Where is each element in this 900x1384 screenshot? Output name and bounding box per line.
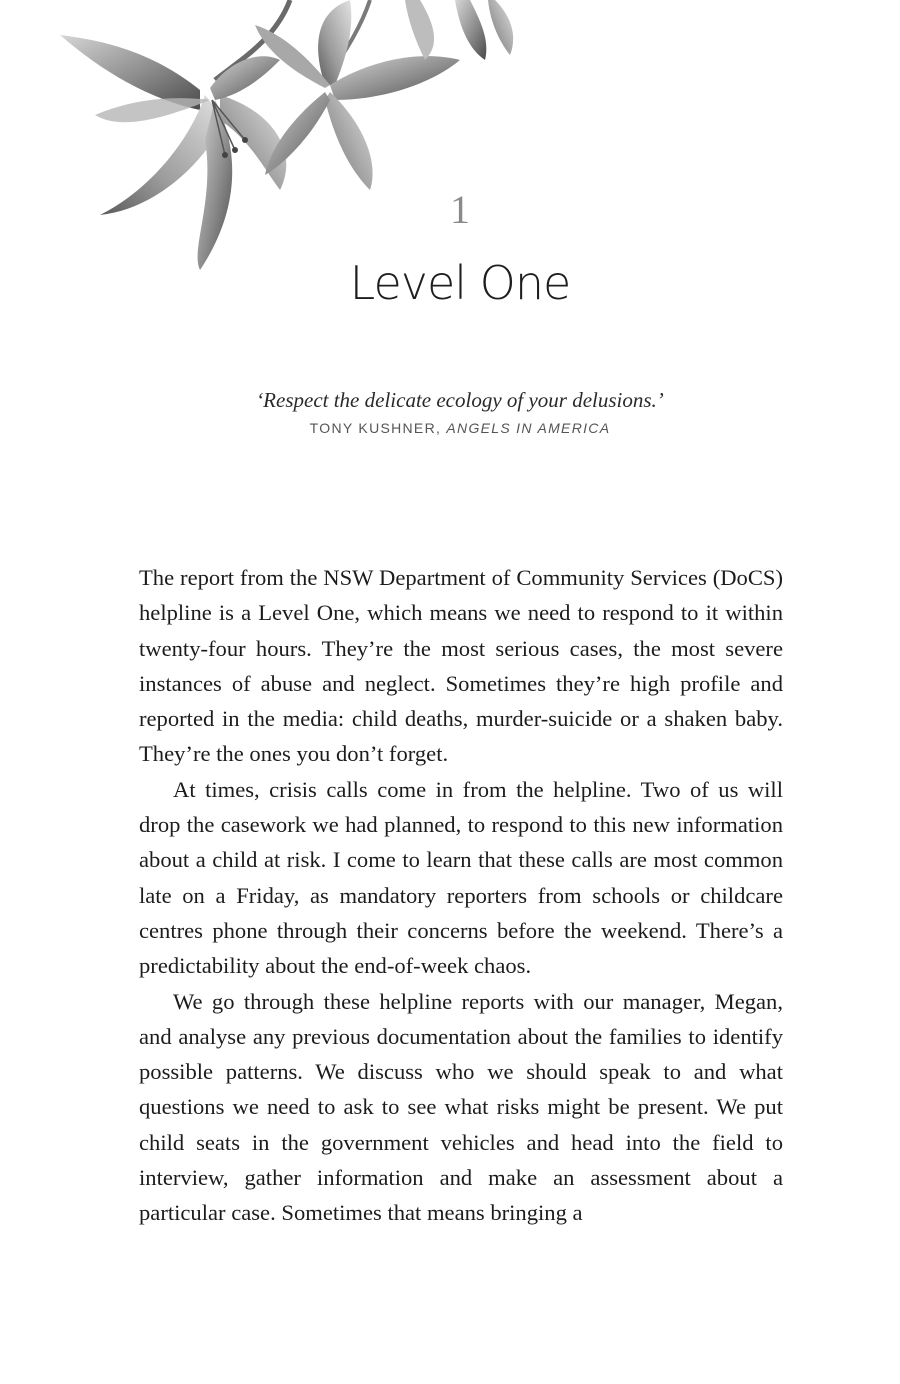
paragraph-2: At times, crisis calls come in from the helpline. Two of us will drop the casework we had planned, to respond to this new information about a child at risk. I come to learn that these calls are most common late on a Friday, as mandatory reporters from schools or childcare centres phone through their concerns before the weekend. There’s a predictability about the end-of-week chaos. bbox=[139, 776, 783, 979]
paragraph-1: The report from the NSW Department of Community Services (DoCS) helpline is a Level One, which means we need to respond to it within twenty-four hours. They’re the most serious cases, the most severe instances of abuse and neglect. Sometimes they’re high profile and reported in the media: child deaths, murder-suicide or a shaken baby. They’re the ones you don’t forget. bbox=[139, 565, 783, 767]
paragraph-3: We go through these helpline reports with our manager, Megan, and analyse any previous documentation about the families to identify possible patterns. We discuss who we should speak to and what questions we need to ask to see what risks might be present. We put child seats in the government vehicles and head into the field to interview, gather information and make an assessment about a particular case. Sometimes that means bringing a bbox=[139, 988, 783, 1226]
epigraph bbox=[0, 386, 900, 436]
body-text bbox=[139, 560, 783, 1231]
chapter-title: Level One bbox=[349, 256, 571, 310]
epigraph-quote: ‘Respect the delicate ecology of your delusions.’ bbox=[256, 388, 664, 412]
lily-flowers-illustration-icon bbox=[40, 0, 520, 285]
epigraph-author: TONY KUSHNER, bbox=[309, 420, 442, 436]
epigraph-attribution bbox=[0, 420, 900, 436]
epigraph-work: ANGELS IN AMERICA bbox=[446, 420, 611, 436]
chapter-number: 1 bbox=[450, 187, 470, 232]
